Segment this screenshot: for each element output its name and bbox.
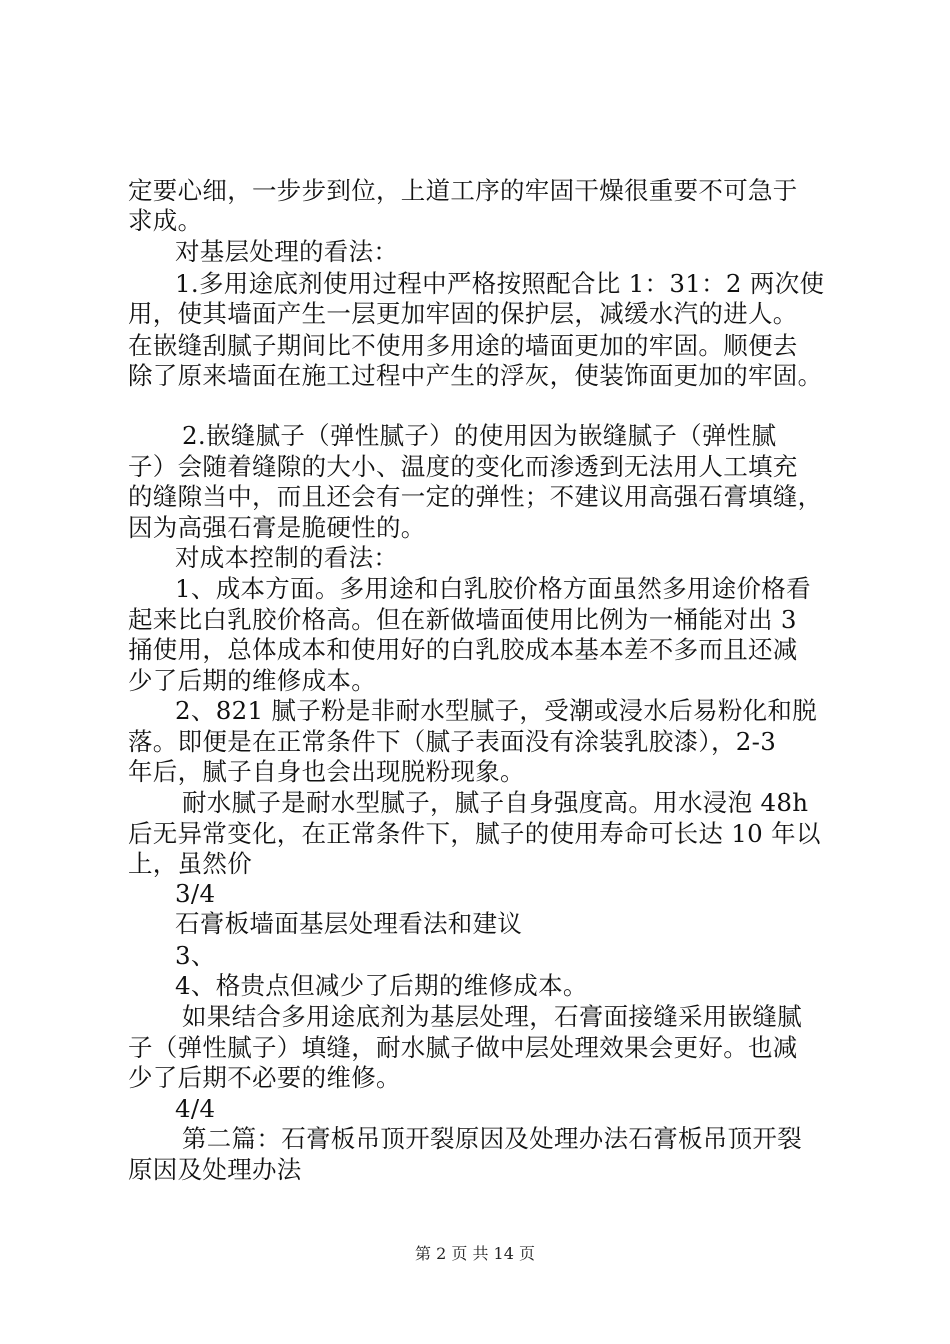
document-title: 石膏板墙面基层处理看法和建议 [175,909,523,938]
section-heading: 对成本控制的看法： [175,543,399,572]
text-line: 后无异常变化，在正常条件下，腻子的使用寿命可长达 10 年以 [128,819,821,848]
text-line: 定要心细，一步步到位，上道工序的牢固干燥很重要不可急于 [128,176,798,205]
text-line: 1、成本方面。多用途和白乳胶价格方面虽然多用途价格看 [175,574,811,603]
text-line: 年后，腻子自身也会出现脱粉现象。 [128,757,525,786]
text-line: 4、格贵点但减少了后期的维修成本。 [175,971,588,1000]
text-line: 原因及处理办法 [128,1155,302,1184]
text-line: 子）会随着缝隙的大小、温度的变化而渗透到无法用人工填充 [128,452,798,481]
text-line: 用，使其墙面产生一层更加牢固的保护层，减缓水汽的进人。 [128,299,798,328]
text-line: 除了原来墙面在施工过程中产生的浮灰，使装饰面更加的牢固。 [128,361,823,390]
text-line: 因为高强石膏是脆硬性的。 [128,513,426,542]
text-line: 少了后期的维修成本。 [128,666,376,695]
text-line: 在嵌缝刮腻子期间比不使用多用途的墙面更加的牢固。顺便去 [128,331,798,360]
page-footer: 第 2 页 共 14 页 [415,1244,535,1263]
text-line: 耐水腻子是耐水型腻子，腻子自身强度高。用水浸泡 48h [182,788,809,817]
text-line: 捅使用，总体成本和使用好的白乳胶成本基本差不多而且还减 [128,635,798,664]
text-line: 上，虽然价 [128,849,252,878]
text-line: 2、821 腻子粉是非耐水型腻子，受潮或浸水后易粉化和脱 [175,696,818,725]
section-heading: 第二篇：石膏板吊顶开裂原因及处理办法石膏板吊顶开裂 [182,1124,802,1153]
text-line: 的缝隙当中，而且还会有一定的弹性；不建议用高强石膏填缝， [128,482,823,511]
text-line: 如果结合多用途底剂为基层处理，石膏面接缝采用嵌缝腻 [182,1002,802,1031]
text-line: 落。即便是在正常条件下（腻子表面没有涂装乳胶漆），2-3 [128,727,777,756]
text-line: 少了后期不必要的维修。 [128,1063,401,1092]
section-heading: 对基层处理的看法： [175,237,399,266]
text-line: 起来比白乳胶价格高。但在新做墙面使用比例为一桶能对出 3 [128,605,797,634]
text-line: 子（弹性腻子）填缝，耐水腻子做中层处理效果会更好。也减 [128,1033,798,1062]
text-line: 2.嵌缝腻子（弹性腻子）的使用因为嵌缝腻子（弹性腻 [182,421,777,450]
page-marker: 4/4 [175,1094,216,1123]
text-line: 3、 [175,941,216,970]
text-line: 1.多用途底剂使用过程中严格按照配合比 1：31：2 两次使 [175,269,825,298]
page-marker: 3/4 [175,879,216,908]
text-line: 求成。 [128,206,203,235]
